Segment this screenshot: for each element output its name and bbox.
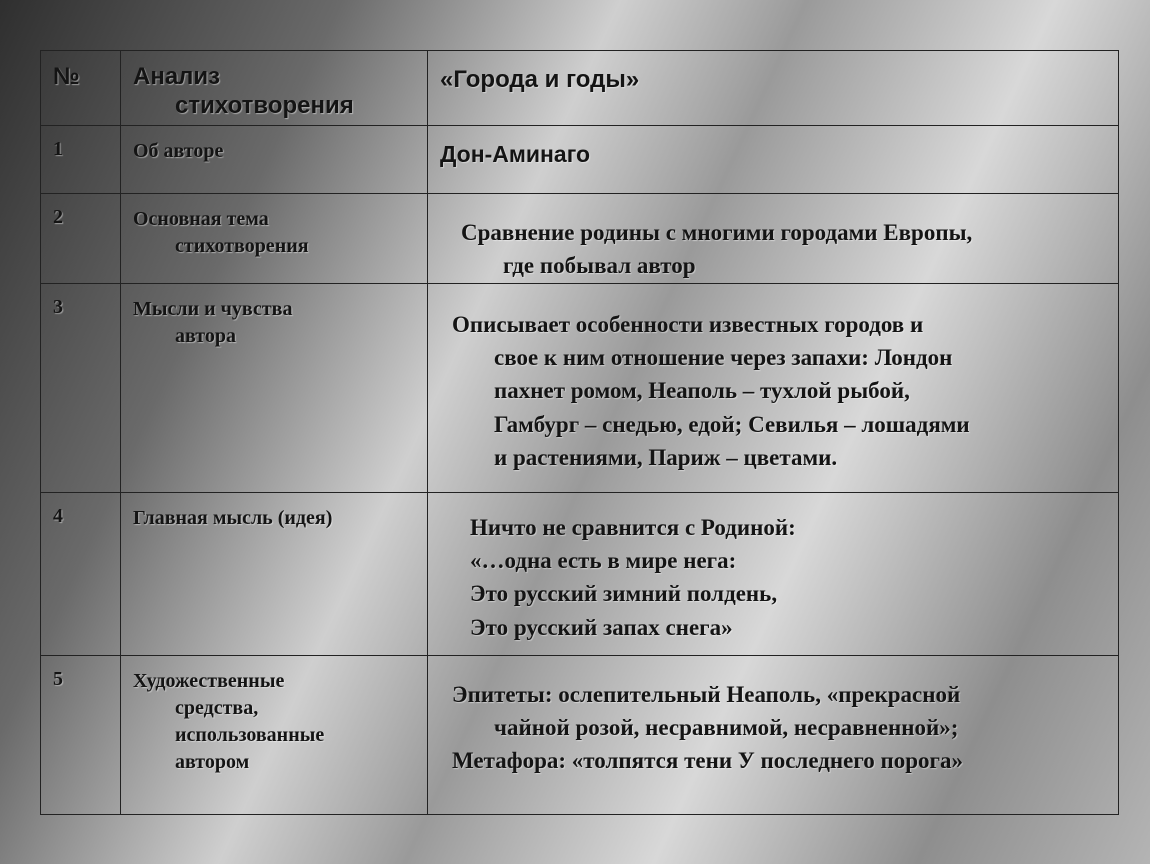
row-content-line: Эпитеты: ослепительный Неаполь, «прекрасной (452, 681, 961, 707)
row-content-line: Описывает особенности известных городов и (452, 311, 924, 337)
header-topic-line1: Анализ (133, 63, 221, 90)
row-content-cell (428, 492, 1119, 655)
row-topic-line: стихотворения (175, 235, 309, 257)
row-content-line: чайной розой, несравнимой, несравненной»; (494, 715, 959, 741)
row-content-line: где побывал автор (503, 253, 696, 279)
header-title-cell (428, 51, 1119, 126)
row-topic-line: автором (175, 750, 250, 773)
header-topic-cell (121, 51, 428, 126)
table-row (41, 126, 1119, 194)
row-topic-cell (121, 655, 428, 814)
header-number-cell (41, 51, 121, 126)
row-number-cell (41, 126, 121, 194)
table-header-row (41, 51, 1119, 126)
row-number-cell (41, 655, 121, 814)
row-number-cell (41, 283, 121, 492)
row-number-cell (41, 492, 121, 655)
row-topic-cell (121, 492, 428, 655)
row-content-cell (428, 194, 1119, 284)
row-topic-cell (121, 126, 428, 194)
row-content-line: «…одна есть в мире нега: (470, 548, 737, 574)
header-topic-line2: стихотворения (175, 91, 354, 119)
row-topic-line: использованные (175, 723, 325, 746)
row-topic-line: Главная мысль (идея) (133, 506, 333, 529)
row-content-cell (428, 126, 1119, 194)
poem-title: «Города и годы» (440, 66, 640, 93)
row-content-line: Ничто не сравнится с Родиной: (470, 514, 796, 540)
row-topic-line: Мысли и чувства (133, 297, 293, 320)
header-number: № (53, 63, 80, 90)
row-content-line: Гамбург – снедью, едой; Севилья – лошадями (494, 411, 970, 437)
table-row (41, 492, 1119, 655)
table-row (41, 655, 1119, 814)
row-content-cell (428, 283, 1119, 492)
table-row (41, 194, 1119, 284)
row-number: 1 (53, 138, 63, 160)
row-content-line: Сравнение родины с многими городами Европы, (461, 220, 973, 245)
row-content-line: Метафора: «толпятся тени У последнего порога» (452, 748, 963, 774)
row-number: 5 (53, 667, 63, 690)
row-topic-line: Основная тема (133, 208, 269, 230)
row-number: 3 (53, 295, 63, 318)
row-topic-line: средства, (175, 696, 259, 719)
author-name: Дон-Аминаго (440, 141, 591, 167)
table-row (41, 283, 1119, 492)
row-number: 2 (53, 206, 63, 228)
row-number-cell (41, 194, 121, 284)
row-topic-cell (121, 194, 428, 284)
row-topic-line: Об авторе (133, 140, 224, 162)
row-number: 4 (53, 504, 63, 527)
row-content-line: и растениями, Париж – цветами. (494, 445, 838, 471)
row-topic-cell (121, 283, 428, 492)
row-content-line: Это русский запах снега» (470, 614, 733, 640)
row-content-line: Это русский зимний полдень, (470, 581, 778, 607)
row-topic-line: Художественные (133, 669, 285, 692)
analysis-table (40, 50, 1119, 815)
row-content-line: свое к ним отношение через запахи: Лондон (494, 345, 953, 371)
row-topic-line: автора (175, 324, 236, 347)
row-content-cell (428, 655, 1119, 814)
row-content-line: пахнет ромом, Неаполь – тухлой рыбой, (494, 378, 910, 404)
